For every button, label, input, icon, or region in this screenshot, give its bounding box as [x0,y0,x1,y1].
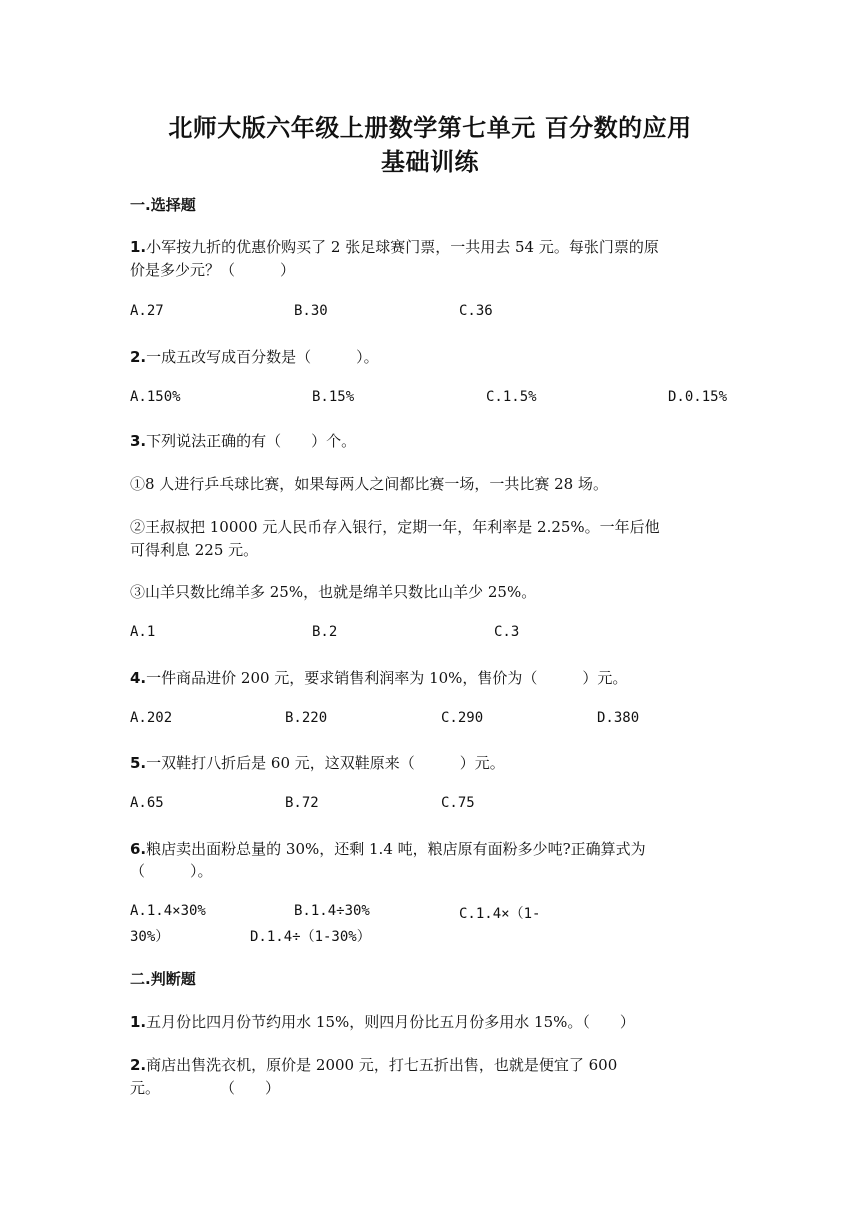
question-text: 小军按九折的优惠价购买了 2 张足球赛门票，一共用去 54 元。每张门票的原 [146,238,659,256]
question-1-judgement [130,1011,635,1032]
statement-1: ①8 人进行乒乓球比赛，如果每两人之间都比赛一场，一共比赛 28 场。 [130,475,608,493]
question-text-cont: 元。 （ ） [130,1079,281,1097]
option-a: A.1.4×30% [130,903,206,919]
question-text: 一件商品进价 200 元，要求销售利润率为 10%，售价为（ ）元。 [146,669,628,687]
option-a: A.65 [130,795,164,811]
question-number: 2. [130,348,147,366]
question-2-choice [130,346,379,367]
option-c: C.290 [441,710,484,726]
option-d: D.1.4÷（1-30%） [250,929,371,945]
option-b: B.15% [312,389,355,405]
option-c: C.75 [441,795,475,811]
question-text-cont: （ ）。 [130,862,213,880]
question-number: 3. [130,432,147,450]
option-c: C.36 [459,303,493,319]
question-1-choice [130,236,659,257]
option-b: B.2 [312,624,338,640]
question-text: 商店出售洗衣机，原价是 2000 元，打七五折出售，也就是便宜了 600 [146,1056,618,1074]
question-number: 5. [130,754,147,772]
question-number: 2. [130,1056,147,1074]
statement-3: ③山羊只数比绵羊多 25%，也就是绵羊只数比山羊少 25%。 [130,583,537,601]
question-text: 下列说法正确的有（ ）个。 [146,432,357,450]
option-c: C.1.5% [486,389,537,405]
option-a: A.1 [130,624,156,640]
option-b: B.72 [285,795,319,811]
question-text: 五月份比四月份节约用水 15%，则四月份比五月份多用水 15%。（ ） [146,1013,635,1031]
question-6-choice [130,838,646,859]
question-text: 一双鞋打八折后是 60 元，这双鞋原来（ ）元。 [146,754,505,772]
statement-2: ②王叔叔把 10000 元人民币存入银行，定期一年，年利率是 2.25%。一年后他 [130,518,660,536]
option-d: D.380 [597,710,640,726]
option-c: C.1.4×（1- [459,906,541,922]
option-b: B.30 [294,303,328,319]
question-4-choice [130,667,627,688]
option-a: A.202 [130,710,173,726]
page-subtitle: 基础训练 [381,147,479,176]
question-number: 4. [130,669,147,687]
option-a: A.27 [130,303,164,319]
section-heading-choice: 一.选择题 [130,196,196,214]
question-5-choice [130,752,505,773]
option-c: C.3 [494,624,520,640]
option-a: A.150% [130,389,181,405]
question-text: 粮店卖出面粉总量的 30%，还剩 1.4 吨，粮店原有面粉多少吨?正确算式为 [146,840,646,858]
question-text-cont: 价是多少元？（ ） [130,261,296,279]
question-2-judgement [130,1054,617,1075]
section-heading-judgement: 二.判断题 [130,970,196,988]
page-title: 北师大版六年级上册数学第七单元 百分数的应用 [168,113,692,142]
question-text: 一成五改写成百分数是（ ）。 [146,348,379,366]
question-3-choice [130,430,356,451]
question-number: 1. [130,1013,147,1031]
question-number: 6. [130,840,147,858]
option-d: D.0.15% [668,389,728,405]
option-b: B.220 [285,710,328,726]
option-b: B.1.4÷30% [294,903,370,919]
statement-2-cont: 可得利息 225 元。 [130,541,259,559]
option-c-cont: 30%） [130,929,170,945]
question-number: 1. [130,238,147,256]
